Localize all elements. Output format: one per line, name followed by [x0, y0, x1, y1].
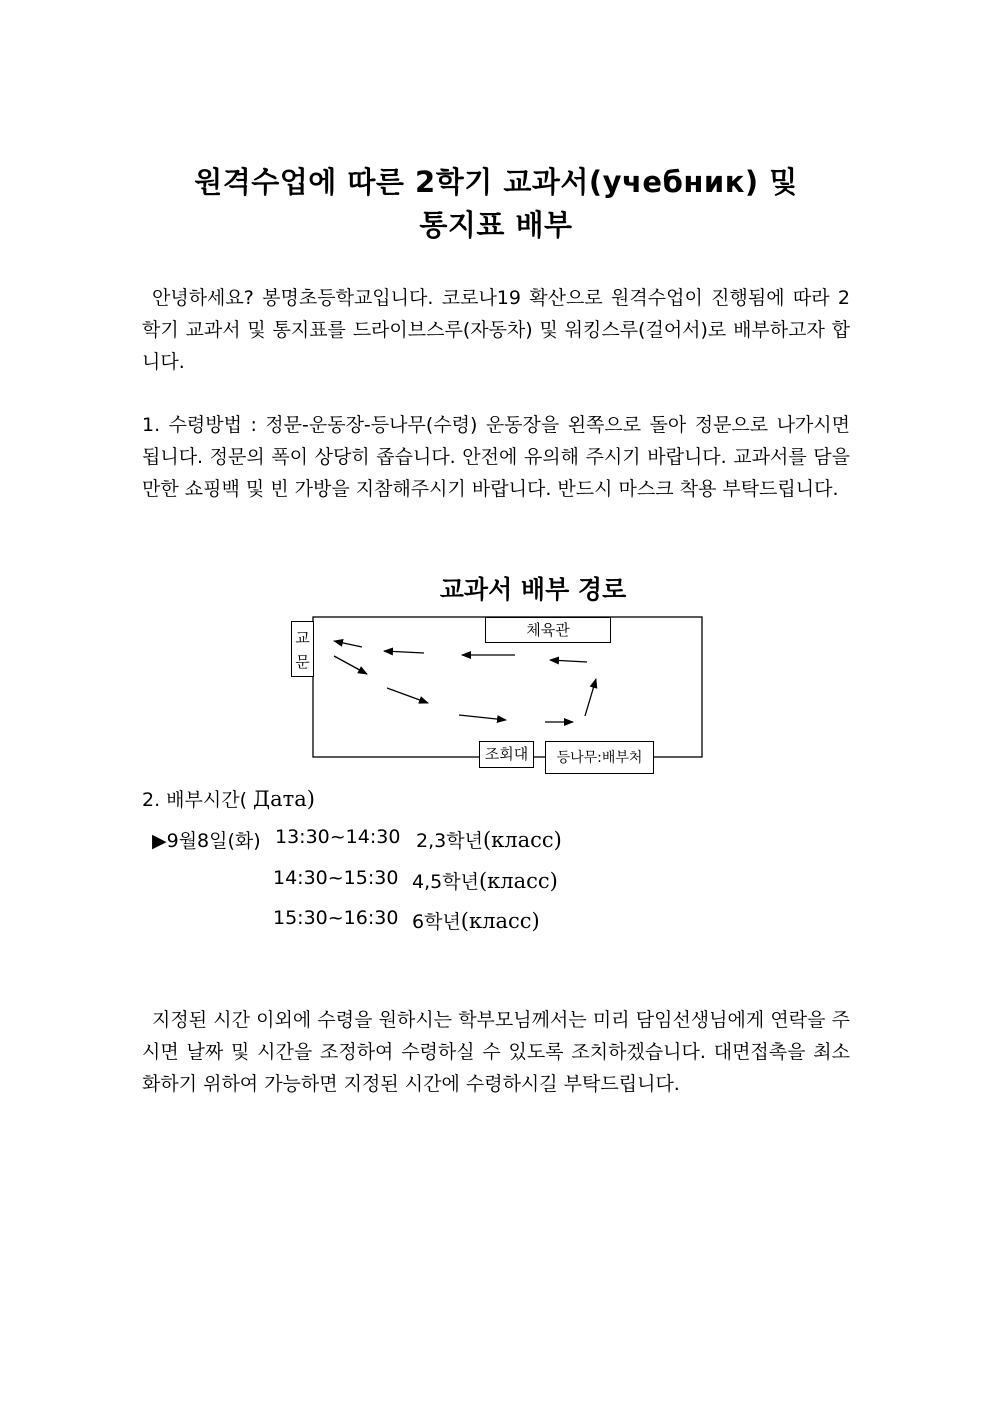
page-title-line2: 통지표 배부	[419, 208, 573, 242]
podium-box: 조회대	[479, 741, 534, 768]
schedule-time-1: 13:30~14:30	[275, 826, 401, 848]
date-marker: ▶9월8일(화)	[152, 830, 261, 852]
section2-heading-text: 2. 배부시간(	[142, 789, 247, 811]
gate-box	[291, 621, 314, 677]
route-arrow	[334, 656, 367, 674]
route-arrow	[550, 660, 587, 662]
closing-paragraph: 지정된 시간 이외에 수령을 원하시는 학부모님께서는 미리 담임선생님에게 연락을 주시면 날짜 및 시간을 조정하여 수령하실 수 있도록 조치하겠습니다. 대면접촉을 최소화하기 위하여 가능하면 지정된 시간에 수령하시길 부탁드립니다.	[142, 1009, 850, 1095]
schedule-grade-3-ru: (класс)	[460, 909, 540, 933]
pavilion-box: 등나무:배부처	[545, 741, 654, 774]
page-title-line1: 원격수업에 따른 2학기 교과서(учебник) 및	[194, 165, 798, 199]
route-arrow	[459, 715, 506, 720]
schedule-time-2: 14:30~15:30	[273, 867, 399, 889]
schedule-grade-1-text: 2,3학년	[416, 830, 483, 852]
schedule-grade-3	[412, 907, 540, 934]
schedule-grade-2-ru: (класс)	[478, 869, 558, 893]
section2-heading	[142, 785, 315, 812]
gym-box: 체육관	[485, 617, 611, 643]
section1-paragraph: 1. 수령방법 : 정문-운동장-등나무(수령) 운동장을 왼쪽으로 돌아 정문으로 나가시면 됩니다. 정문의 폭이 상당히 좁습니다. 안전에 유의해 주시기 바랍니다. 교과서를 담을 만한 쇼핑백 및 빈 가방을 지참해주시기 바랍니다. 반드시 마스크 착용 부탁드립니다.	[142, 414, 850, 500]
section2-heading-ru: Дата)	[253, 787, 315, 811]
schedule-time-3: 15:30~16:30	[273, 907, 399, 929]
schedule-grade-1	[416, 826, 562, 853]
diagram-title: 교과서 배부 경로	[439, 575, 627, 604]
schedule-grade-2-text: 4,5학년	[412, 871, 479, 893]
gate-label-char1: 교	[295, 629, 310, 647]
route-arrow	[334, 641, 362, 647]
route-arrow	[387, 688, 428, 703]
gate-label-char2: 문	[295, 653, 310, 671]
route-arrow	[384, 651, 424, 653]
schedule-grade-2	[412, 867, 558, 894]
schedule-grade-3-text: 6학년	[412, 911, 461, 933]
intro-paragraph: 안녕하세요? 봉명초등학교입니다. 코로나19 확산으로 원격수업이 진행됨에 따라 2학기 교과서 및 통지표를 드라이브스루(자동차) 및 워킹스루(걸어서)로 배부하고자 합니다.	[142, 287, 850, 373]
route-arrow	[585, 679, 596, 716]
schedule-grade-1-ru: (класс)	[482, 828, 562, 852]
